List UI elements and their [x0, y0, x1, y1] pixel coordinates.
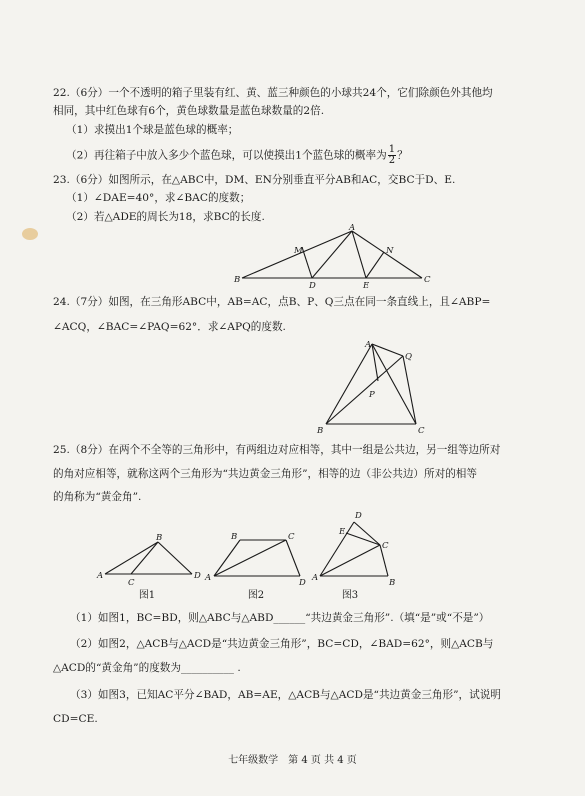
q25-line3: 的角称为“黄金角”. — [53, 491, 142, 503]
label-E: E — [339, 527, 346, 537]
q25-part2a: （2）如图2，△ACB与△ACD是“共边黄金三角形”，BC=CD，∠BAD=62°，则△ACB与 — [70, 638, 494, 650]
q24-line2: ∠ACQ，∠BAC=∠PAQ=62°．求∠APQ的度数. — [53, 321, 286, 333]
q23-part1: （1）∠DAE=40°，求∠BAC的度数； — [66, 192, 251, 204]
label-D: D — [355, 511, 362, 521]
label-C: C — [128, 578, 135, 588]
segment-AE — [352, 231, 366, 278]
fraction-numerator: 1 — [388, 144, 396, 155]
label-A: A — [365, 340, 372, 350]
label-P: P — [369, 390, 375, 400]
label-N: N — [386, 246, 394, 256]
label-D: D — [309, 281, 316, 291]
label-C: C — [382, 541, 389, 551]
page-footer: 七年级数学 第 4 页 共 4 页 — [228, 755, 357, 766]
paper-stain — [22, 228, 38, 240]
segment-BC — [131, 542, 158, 574]
q23-part2: （2）若△ADE的周长为18，求BC的长度. — [66, 211, 265, 223]
label-D: D — [194, 571, 201, 581]
segment-AB — [105, 542, 158, 574]
segment-NE — [366, 252, 384, 278]
q25-line2: 的角对应相等，就称这两个三角形为“共边黄金三角形”，相等的边（非公共边）所对的相等 — [53, 468, 477, 480]
segment-AB — [326, 344, 372, 424]
label-M: M — [294, 246, 303, 256]
segment-BQ — [326, 356, 403, 424]
label-C: C — [424, 275, 431, 285]
segment-AD — [312, 231, 352, 278]
segment-AB — [214, 540, 240, 576]
fraction-denominator: 2 — [388, 155, 396, 166]
q25-figure2 — [200, 528, 310, 600]
q25-figure3 — [312, 506, 397, 600]
label-A: A — [312, 573, 319, 583]
figure3-caption: 图3 — [341, 590, 359, 601]
q22-part2 — [66, 145, 566, 166]
q22-part2-end: ？ — [397, 149, 408, 162]
label-B: B — [156, 533, 163, 543]
q25-part3b: CD=CE. — [53, 713, 98, 725]
segment-AD — [320, 522, 354, 576]
q22-part2-text: （2）再往箱子中放入多少个蓝色球，可以使摸出1个蓝色球的概率为 — [66, 149, 387, 162]
q25-part1: （1）如图1，BC=BD，则△ABC与△ABD______“共边黄金三角形”.（填“是”或“不是”） — [70, 612, 490, 624]
q25-part2b: △ACD的“黄金角”的度数为__________ . — [53, 662, 241, 674]
label-Q: Q — [405, 352, 412, 362]
label-E: E — [363, 281, 370, 291]
label-D: D — [299, 578, 306, 588]
figure1-caption: 图1 — [138, 590, 156, 601]
q23-figure — [230, 222, 440, 292]
label-A: A — [97, 571, 104, 581]
q25-line1: 25.（8分）在两个不全等的三角形中，有两组边对应相等，其中一组是公共边，另一组等边所对 — [53, 444, 501, 456]
figure2-caption: 图2 — [247, 590, 265, 601]
q22-line1: 22.（6分）一个不透明的箱子里装有红、黄、蓝三种颜色的小球共24个，它们除颜色外其他均 — [53, 87, 493, 99]
segment-AC — [320, 545, 380, 576]
q24-figure — [312, 338, 432, 436]
q25-figure1 — [95, 528, 200, 600]
segment-EC — [346, 533, 380, 545]
label-C: C — [288, 532, 295, 542]
q22-line2: 相同，其中红色球有6个，黄色球数量是蓝色球数量的2倍. — [53, 105, 325, 117]
fraction-one-half — [388, 145, 396, 166]
segment-AQ — [372, 344, 403, 356]
label-A: A — [205, 573, 212, 583]
q24-line1: 24.（7分）如图，在三角形ABC中，AB=AC，点B、P、Q三点在同一条直线上，且∠ABP= — [53, 296, 491, 308]
label-B: B — [317, 426, 324, 436]
label-A: A — [349, 223, 356, 233]
segment-QC — [403, 356, 416, 424]
q25-part3a: （3）如图3，已知AC平分∠BAD，AB=AE，△ACB与△ACD是“共边黄金三角形”，试说明 — [70, 689, 501, 701]
label-B: B — [231, 532, 238, 542]
label-C: C — [418, 426, 425, 436]
label-B: B — [234, 275, 241, 285]
segment-BD — [158, 542, 192, 574]
segment-DC — [354, 522, 380, 545]
segment-CD — [286, 540, 300, 576]
segment-MD — [302, 247, 312, 278]
segment-AC — [214, 540, 286, 576]
q22-part1: （1）求摸出1个球是蓝色球的概率； — [66, 124, 239, 136]
label-B: B — [389, 578, 396, 588]
q23-line1: 23.（6分）如图所示，在△ABC中，DM、EN分别垂直平分AB和AC，交BC于D、E. — [53, 174, 456, 186]
